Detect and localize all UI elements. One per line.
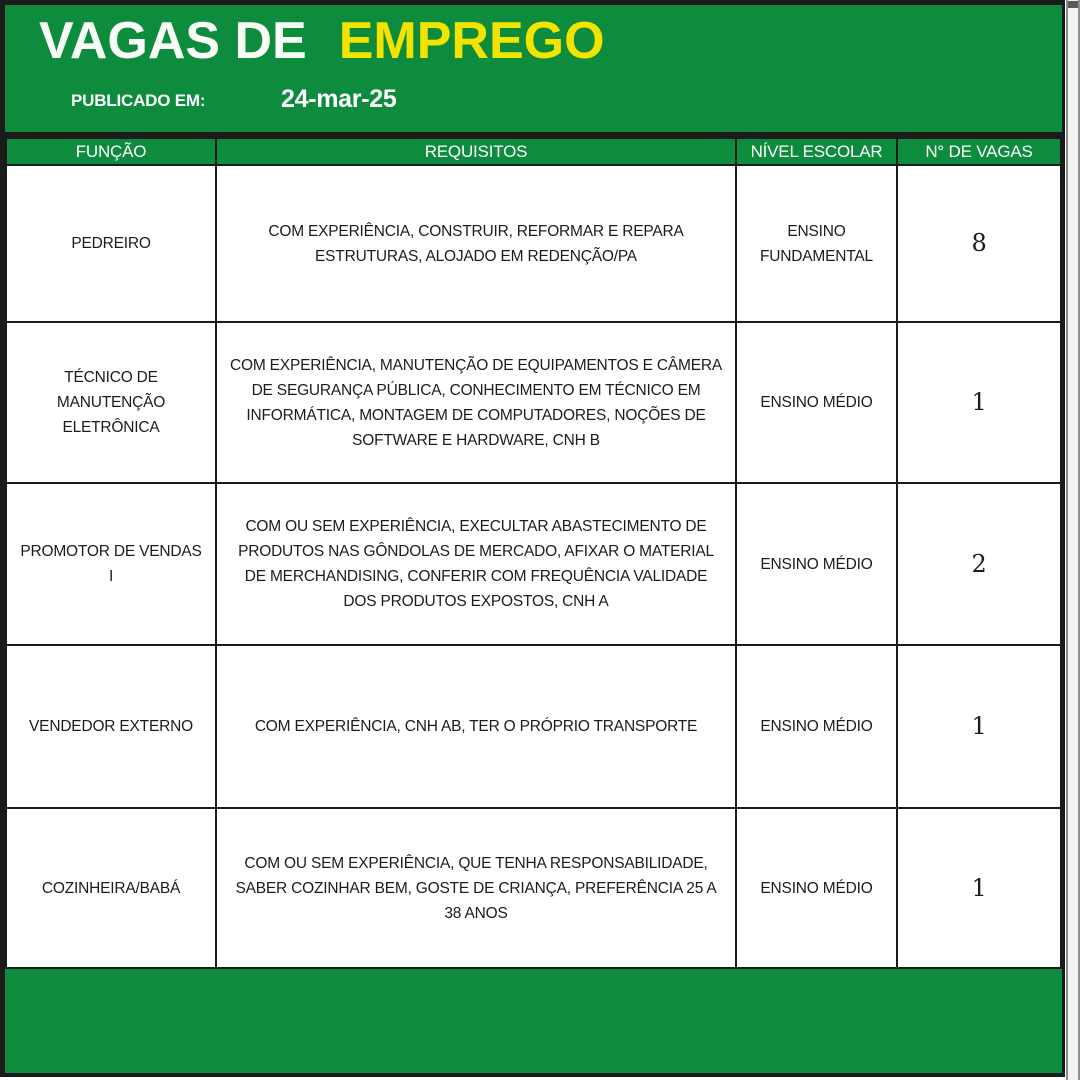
scrollbar-thumb[interactable] — [1068, 1, 1078, 8]
published-label: PUBLICADO EM: — [71, 91, 206, 110]
cell-funcao: TÉCNICO DE MANUTENÇÃO ELETRÔNICA — [6, 322, 216, 483]
cell-funcao: VENDEDOR EXTERNO — [6, 645, 216, 808]
page-title — [39, 11, 605, 71]
cell-nivel: ENSINO MÉDIO — [736, 808, 897, 968]
cell-requisitos: COM OU SEM EXPERIÊNCIA, EXECULTAR ABASTECIMENTO DE PRODUTOS NAS GÔNDOLAS DE MERCADO, AFIXAR O MATERIAL DE MERCHANDISING, CONFERIR COM FREQUÊNCIA VALIDADE DOS PRODUTOS EXPOSTOS, CNH A — [216, 483, 736, 645]
published-date: 24-mar-25 — [281, 85, 397, 113]
cell-vagas: 1 — [897, 645, 1061, 808]
footer-green-bar — [5, 969, 1062, 1073]
header-nivel-escolar: NÍVEL ESCOLAR — [736, 138, 897, 165]
header-banner — [5, 5, 1062, 137]
cell-requisitos: COM OU SEM EXPERIÊNCIA, QUE TENHA RESPONSABILIDADE, SABER COZINHAR BEM, GOSTE DE CRIANÇA, PREFERÊNCIA 25 A 38 ANOS — [216, 808, 736, 968]
table-row — [6, 483, 1061, 645]
header-n-de-vagas: N° DE VAGAS — [897, 138, 1061, 165]
cell-vagas: 8 — [897, 165, 1061, 322]
vacancies-table — [5, 137, 1062, 969]
cell-requisitos: COM EXPERIÊNCIA, CNH AB, TER O PRÓPRIO TRANSPORTE — [216, 645, 736, 808]
cell-funcao: COZINHEIRA/BABÁ — [6, 808, 216, 968]
cell-vagas: 2 — [897, 483, 1061, 645]
table-row — [6, 808, 1061, 968]
cell-nivel: ENSINO MÉDIO — [736, 645, 897, 808]
cell-nivel: ENSINO FUNDAMENTAL — [736, 165, 897, 322]
cell-requisitos: COM EXPERIÊNCIA, MANUTENÇÃO DE EQUIPAMENTOS E CÂMERA DE SEGURANÇA PÚBLICA, CONHECIMENTO EM TÉCNICO EM INFORMÁTICA, MONTAGEM DE COMPUTADORES, NOÇÕES DE SOFTWARE E HARDWARE, CNH B — [216, 322, 736, 483]
title-vagas-de: VAGAS DE — [39, 12, 307, 70]
table-row — [6, 322, 1061, 483]
cell-funcao: PROMOTOR DE VENDAS I — [6, 483, 216, 645]
table-header-row — [6, 138, 1061, 165]
cell-nivel: ENSINO MÉDIO — [736, 322, 897, 483]
cell-vagas: 1 — [897, 808, 1061, 968]
table-row — [6, 645, 1061, 808]
cell-nivel: ENSINO MÉDIO — [736, 483, 897, 645]
table-row — [6, 165, 1061, 322]
cell-requisitos: COM EXPERIÊNCIA, CONSTRUIR, REFORMAR E REPARA ESTRUTURAS, ALOJADO EM REDENÇÃO/PA — [216, 165, 736, 322]
title-emprego: EMPREGO — [338, 12, 605, 70]
vertical-scrollbar[interactable] — [1066, 0, 1080, 1080]
cell-vagas: 1 — [897, 322, 1061, 483]
cell-funcao: PEDREIRO — [6, 165, 216, 322]
header-funcao: FUNÇÃO — [6, 138, 216, 165]
header-requisitos: REQUISITOS — [216, 138, 736, 165]
